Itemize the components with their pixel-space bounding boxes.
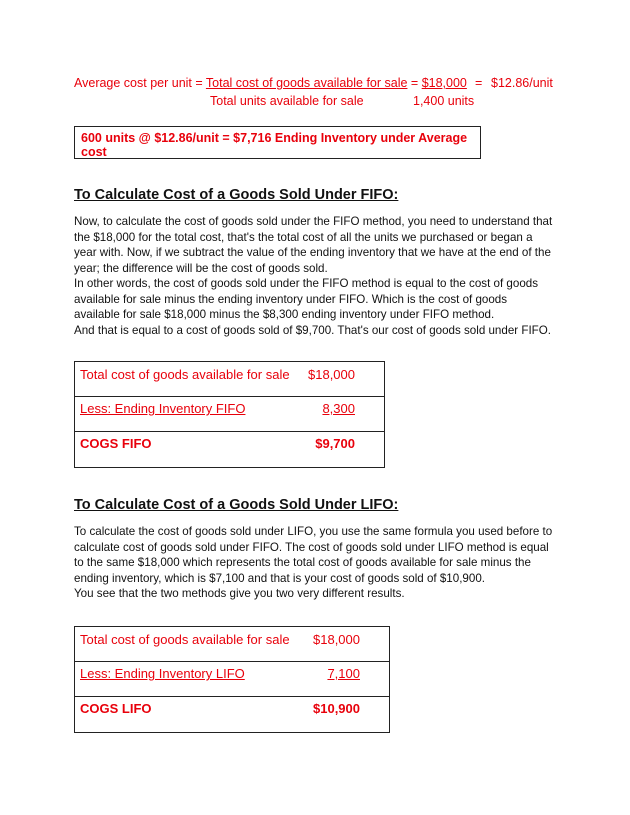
table-row xyxy=(75,627,390,662)
fifo-cogs-value: $9,700 xyxy=(303,432,384,468)
table-row xyxy=(75,697,390,733)
formula-result: $12.86/unit xyxy=(491,76,553,90)
lifo-paragraph: To calculate the cost of goods sold under LIFO, you use the same formula you used before to calculate cost of goods sold under FIFO. The cost of goods sold under LIFO method is equal to the same $18,000 which represents the total cost of goods available for sale minus the ending inventory, which is $7,100 and that is your cost of goods sold of $10,900. xyxy=(74,525,553,585)
fifo-paragraph: And that is equal to a cost of goods sold of $9,700. That's our cost of goods sold under FIFO. xyxy=(74,323,551,337)
formula-label: Average cost per unit = xyxy=(74,76,206,90)
formula-numerator: Total cost of goods available for sale xyxy=(205,76,408,90)
lifo-total-value: $18,000 xyxy=(307,627,390,662)
formula-numerator-value: $18,000 xyxy=(421,76,467,90)
fifo-cogs-label: COGS FIFO xyxy=(75,432,304,468)
formula-denominator: Total units available for sale xyxy=(210,94,364,108)
fifo-paragraph: In other words, the cost of goods sold under the FIFO method is equal to the cost of goods available for sale minus the ending inventory under FIFO. Which is the cost of goods available for sale $18,000 minus the $8,300 ending inventory under FIFO method. xyxy=(74,277,539,321)
lifo-heading: To Calculate Cost of a Goods Sold Under LIFO: xyxy=(74,497,399,513)
lifo-cogs-label: COGS LIFO xyxy=(75,697,307,733)
formula-equals: = xyxy=(407,76,422,90)
lifo-total-label: Total cost of goods available for sale xyxy=(75,627,307,662)
table-row xyxy=(75,362,385,397)
fifo-total-label: Total cost of goods available for sale xyxy=(75,362,304,397)
lifo-explanation xyxy=(74,524,554,602)
table-row xyxy=(75,432,385,468)
average-ending-inventory-text: 600 units @ $12.86/unit = $7,716 Ending Inventory under Average cost xyxy=(81,131,468,159)
lifo-cogs-value: $10,900 xyxy=(307,697,390,733)
table-row xyxy=(75,397,385,432)
lifo-cogs-table xyxy=(74,626,390,733)
lifo-ending-inventory-label: Less: Ending Inventory LIFO xyxy=(75,662,307,697)
table-row xyxy=(75,662,390,697)
fifo-cogs-table xyxy=(74,361,385,468)
fifo-ending-inventory-label: Less: Ending Inventory FIFO xyxy=(75,397,304,432)
average-cost-formula xyxy=(74,76,467,90)
formula-denominator-value: 1,400 units xyxy=(413,94,475,108)
fifo-paragraph: Now, to calculate the cost of goods sold under the FIFO method, you need to understand that the $18,000 for the total cost, that's the total cost of all the units we purchased or began a year with. Now, if we subtract the value of the ending inventory that we have at the end of the year; the difference will be the cost of goods sold. xyxy=(74,215,553,275)
formula-second-equals: = xyxy=(475,76,483,90)
fifo-ending-inventory-value: 8,300 xyxy=(303,397,384,432)
lifo-paragraph: You see that the two methods give you two very different results. xyxy=(74,587,405,600)
fifo-total-value: $18,000 xyxy=(303,362,384,397)
fifo-heading: To Calculate Cost of a Goods Sold Under FIFO: xyxy=(74,187,399,203)
average-ending-inventory-box xyxy=(74,126,481,159)
fifo-explanation xyxy=(74,214,554,338)
lifo-ending-inventory-value: 7,100 xyxy=(307,662,390,697)
